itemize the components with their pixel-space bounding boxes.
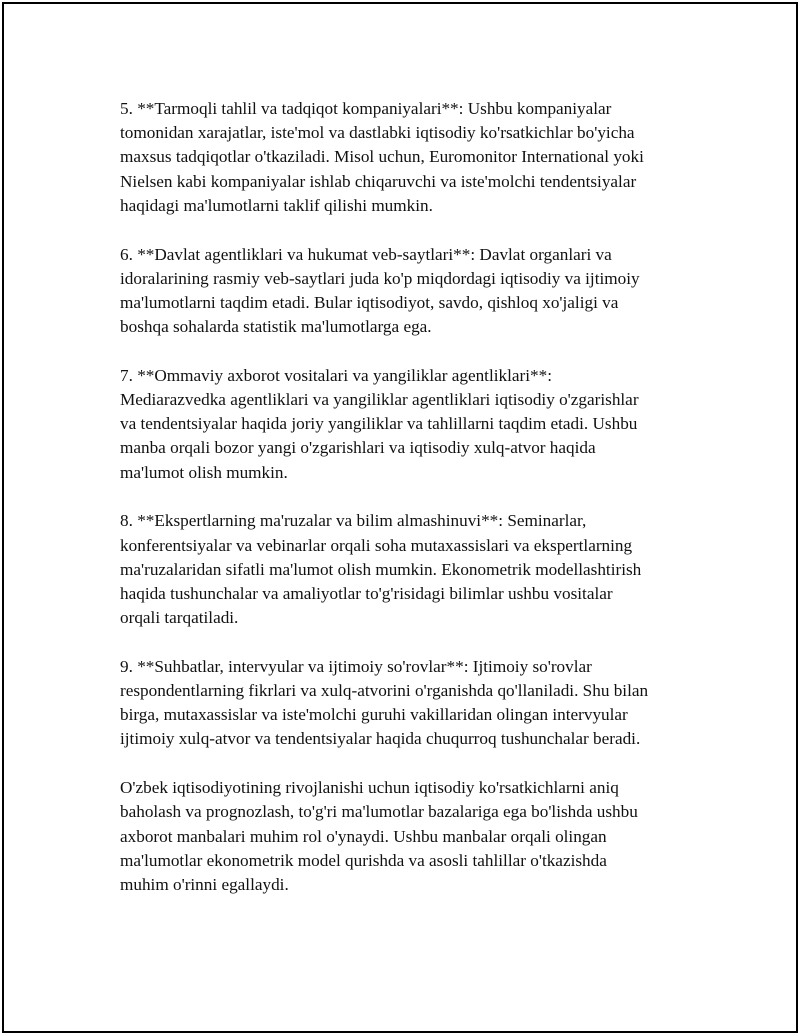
text-line: tomonidan xarajatlar, iste'mol va dastlabki iqtisodiy ko'rsatkichlar bo'yicha bbox=[120, 123, 635, 143]
text-line: Mediarazvedka agentliklari va yangiliklar agentliklari iqtisodiy o'zgarishlar bbox=[120, 390, 639, 410]
paragraph-item-6 bbox=[120, 243, 710, 340]
text-line: va tendentsiyalar haqida joriy yangiliklar va tahlillarni taqdim etadi. Ushbu bbox=[120, 414, 638, 434]
text-line: 6. **Davlat agentliklari va hukumat veb-saytlari**: Davlat organlari va bbox=[120, 244, 612, 264]
text-line: O'zbek iqtisodiyotining rivojlanishi uchun iqtisodiy ko'rsatkichlarni aniq bbox=[120, 778, 619, 798]
paragraph-item-8 bbox=[120, 509, 710, 630]
text-line: axborot manbalari muhim rol o'ynaydi. Ushbu manbalar orqali olingan bbox=[120, 826, 607, 846]
paragraph-item-5 bbox=[120, 97, 710, 218]
text-line: haqida tushunchalar va amaliyotlar to'g'risidagi bilimlar ushbu vositalar bbox=[120, 583, 613, 603]
text-line: idoralarining rasmiy veb-saytlari juda ko'p miqdordagi iqtisodiy va ijtimoiy bbox=[120, 268, 640, 288]
text-line: ma'lumotlarni taqdim etadi. Bular iqtisodiyot, savdo, qishloq xo'jaligi va bbox=[120, 292, 619, 312]
text-line: ijtimoiy xulq-atvor va tendentsiyalar haqida chuqurroq tushunchalar beradi. bbox=[120, 729, 641, 749]
text-line: maxsus tadqiqotlar o'tkaziladi. Misol uchun, Euromonitor International yoki bbox=[120, 147, 644, 167]
document-page bbox=[2, 2, 798, 1033]
text-line: Nielsen kabi kompaniyalar ishlab chiqaruvchi va iste'molchi tendentsiyalar bbox=[120, 171, 637, 191]
text-line: respondentlarning fikrlari va xulq-atvorini o'rganishda qo'llaniladi. Shu bilan bbox=[120, 681, 649, 701]
text-line: muhim o'rinni egallaydi. bbox=[120, 874, 289, 894]
text-line: ma'lumot olish mumkin. bbox=[120, 462, 288, 482]
paragraph-conclusion bbox=[120, 776, 710, 897]
paragraph-item-7 bbox=[120, 364, 710, 485]
text-line: orqali tarqatiladi. bbox=[120, 608, 239, 628]
text-line: baholash va prognozlash, to'g'ri ma'lumotlar bazalariga ega bo'lishda ushbu bbox=[120, 802, 638, 822]
paragraph-item-9 bbox=[120, 655, 710, 752]
document-body bbox=[120, 97, 710, 922]
text-line: ma'ruzalaridan sifatli ma'lumot olish mumkin. Ekonometrik modellashtirish bbox=[120, 559, 642, 579]
text-line: 9. **Suhbatlar, intervyular va ijtimoiy so'rovlar**: Ijtimoiy so'rovlar bbox=[120, 656, 592, 676]
text-line: 8. **Ekspertlarning ma'ruzalar va bilim almashinuvi**: Seminarlar, bbox=[120, 511, 587, 531]
text-line: birga, mutaxassislar va iste'molchi guruhi vakillaridan olingan intervyular bbox=[120, 705, 628, 725]
text-line: 7. **Ommaviy axborot vositalari va yangiliklar agentliklari**: bbox=[120, 365, 552, 385]
text-line: konferentsiyalar va vebinarlar orqali soha mutaxassislari va ekspertlarning bbox=[120, 535, 633, 555]
text-line: ma'lumotlar ekonometrik model qurishda va asosli tahlillar o'tkazishda bbox=[120, 850, 607, 870]
text-line: 5. **Tarmoqli tahlil va tadqiqot kompaniyalari**: Ushbu kompaniyalar bbox=[120, 99, 612, 118]
text-line: haqidagi ma'lumotlarni taklif qilishi mumkin. bbox=[120, 195, 433, 215]
text-line: boshqa sohalarda statistik ma'lumotlarga ega. bbox=[120, 317, 432, 337]
text-line: manba orqali bozor yangi o'zgarishlari va iqtisodiy xulq-atvor haqida bbox=[120, 438, 596, 458]
